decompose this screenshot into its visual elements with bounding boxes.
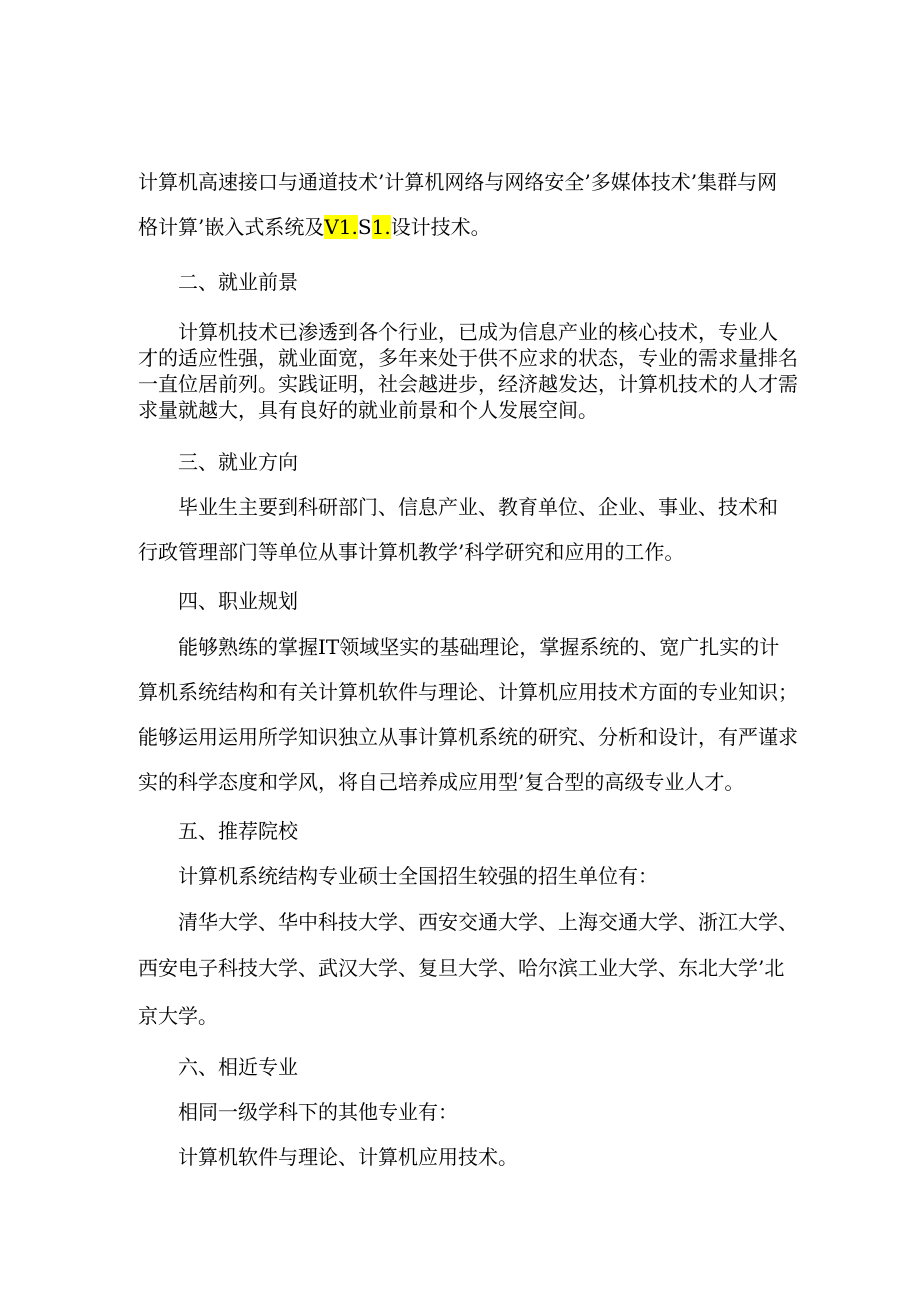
paragraph-line: 相同一级学科下的其他专业有： bbox=[178, 1100, 458, 1124]
paragraph-line: 清华大学、华中科技大学、西安交通大学、上海交通大学、浙江大学、 bbox=[178, 910, 798, 934]
highlighted-text: 1. bbox=[371, 215, 391, 239]
paragraph-line: 实的科学态度和学风，将自己培养成应用型’复合型的高级专业人才。 bbox=[138, 770, 745, 794]
paragraph-line: 京大学。 bbox=[138, 1004, 218, 1028]
section-heading-related-majors: 六、相近专业 bbox=[178, 1055, 298, 1079]
paragraph-line: 一直位居前列。实践证明，社会越进步，经济越发达，计算机技术的人才需 bbox=[138, 372, 798, 396]
paragraph-line: 西安电子科技大学、武汉大学、复旦大学、哈尔滨工业大学、东北大学’北 bbox=[138, 956, 785, 980]
paragraph-line: 能够熟练的掌握IT领域坚实的基础理论，掌握系统的、宽广扎实的计 bbox=[178, 635, 780, 659]
paragraph-line: 能够运用运用所学知识独立从事计算机系统的研究、分析和设计，有严谨求 bbox=[138, 725, 798, 749]
intro-line-2 bbox=[138, 213, 491, 241]
intro-line-2-text: 设计技术。 bbox=[390, 215, 491, 239]
intro-line-2-text: S bbox=[357, 215, 372, 239]
paragraph-line: 计算机软件与理论、计算机应用技术。 bbox=[178, 1145, 518, 1169]
intro-line-1: 计算机高速接口与通道技术’计算机网络与网络安全’多媒体技术’集群与网 bbox=[138, 170, 778, 194]
paragraph-line: 才的适应性强，就业面宽，多年来处于供不应求的状态，专业的需求量排名 bbox=[138, 346, 798, 370]
paragraph-line: 计算机技术已渗透到各个行业，已成为信息产业的核心技术，专业人 bbox=[178, 320, 778, 344]
paragraph-line: 计算机系统结构专业硕士全国招生较强的招生单位有： bbox=[178, 864, 658, 888]
highlighted-text: V1. bbox=[324, 215, 358, 239]
section-heading-employment-prospects: 二、就业前景 bbox=[178, 270, 298, 294]
paragraph-line: 求量就越大，具有良好的就业前景和个人发展空间。 bbox=[138, 398, 598, 422]
section-heading-career-planning: 四、职业规划 bbox=[178, 589, 298, 613]
section-heading-employment-direction: 三、就业方向 bbox=[178, 450, 298, 474]
paragraph-line: 行政管理部门等单位从事计算机教学’科学研究和应用的工作。 bbox=[138, 540, 685, 564]
section-heading-recommended-schools: 五、推荐院校 bbox=[178, 819, 298, 843]
paragraph-line: 算机系统结构和有关计算机软件与理论、计算机应用技术方面的专业知识； bbox=[138, 680, 798, 704]
paragraph-line: 毕业生主要到科研部门、信息产业、教育单位、企业、事业、技术和 bbox=[178, 495, 778, 519]
intro-line-2-text: 格计算’嵌入式系统及 bbox=[138, 215, 325, 239]
